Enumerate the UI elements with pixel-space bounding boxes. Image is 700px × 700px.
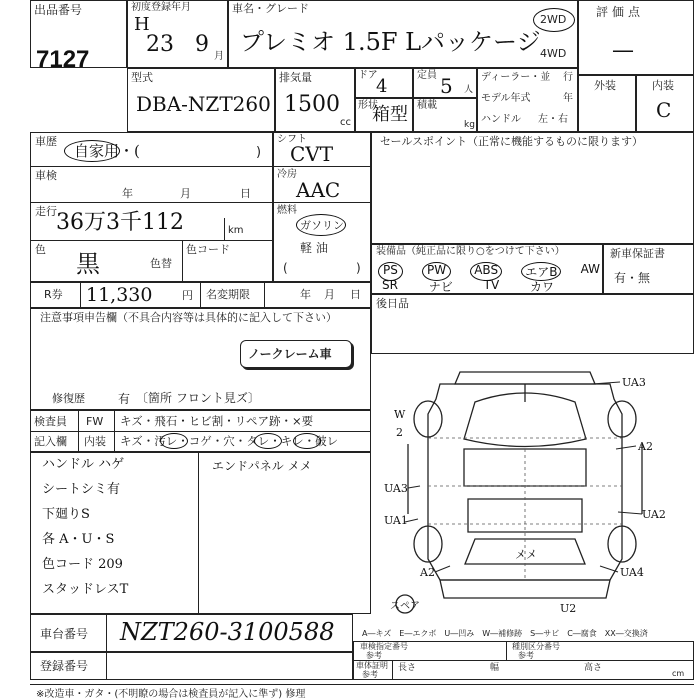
ticket-label: R券 [44, 288, 63, 301]
reg-month-unit: 月 [214, 51, 224, 62]
st-r2a2: 参考 [362, 670, 378, 679]
deadline-month: 月 [324, 288, 335, 301]
inspector-label2: 記入欄 [34, 435, 67, 448]
handle-value: 左・右 [538, 114, 568, 125]
drive-2wd: 2WD [540, 13, 567, 26]
repair-detail: 〔箇所 フロント見ズ〕 [136, 391, 260, 405]
remark-line: 下廻りS [42, 507, 90, 522]
eval-label: 評価点 [596, 5, 645, 19]
color-label: 色 [35, 243, 46, 256]
deadline-year: 年 [300, 288, 311, 301]
rear-block [371, 294, 694, 354]
remark-right-line: エンドパネル メメ [212, 459, 312, 473]
fuel-paren-close: ) [356, 261, 361, 275]
disp-unit: cc [340, 117, 351, 128]
fuel-paren-open: ( [283, 261, 288, 275]
equip-leather: カワ [529, 280, 554, 294]
chassis-value: NZT260-3100588 [120, 618, 335, 646]
type-label: 型式 [131, 71, 153, 84]
interior-value: C [656, 98, 672, 122]
cap-value: 5 [440, 74, 453, 98]
ac-value: AAC [296, 178, 341, 202]
st-r1b: 種別区分番号 [512, 642, 560, 651]
equip-tv: TV [483, 278, 500, 292]
fuel-label: 燃料 [277, 205, 297, 216]
door-value: 4 [376, 76, 388, 97]
st-r1a2: 参考 [366, 651, 382, 660]
type-value: DBA-NZT260 [136, 92, 271, 116]
private-use-circle [64, 140, 120, 162]
sales-label: セールスポイント（正常に機能するものに限ります） [380, 135, 644, 148]
repair-value: 有 [118, 392, 131, 406]
inspect-label: 車検 [35, 169, 57, 182]
color-code-label: 色コード [186, 243, 230, 256]
shift-label: シフト [277, 134, 307, 145]
mileage-value: 36万3千112 [56, 210, 184, 235]
cut-circle [293, 433, 321, 449]
deadline-label: 名変期限 [206, 288, 250, 301]
inspector-row1-head: FW [86, 415, 104, 428]
spare-label: スペア [390, 601, 420, 612]
inspector-row1: キズ・飛石・ヒビ割・リペア跡・×要 [120, 414, 314, 428]
st-r2e: cm [672, 669, 685, 678]
deadline-day: 日 [350, 288, 361, 301]
damage-legend: A―キズ E―エクボ U―凹み W―補修跡 S―サビ C―腐食 XX―交換済 [362, 629, 648, 638]
interior-label: 内装 [652, 79, 674, 92]
dmg-ua3-left: UA3 [384, 482, 408, 495]
warranty-value: 有・無 [614, 271, 651, 285]
car-outline-svg [380, 354, 694, 622]
load-label: 積載 [417, 100, 437, 111]
model-name: プレミオ 1.5F Lパッケージ [240, 28, 541, 56]
equip-sr: SR [382, 278, 398, 292]
reg-year: 23 [146, 32, 174, 57]
remark-line: 各 A・U・S [42, 532, 115, 547]
cap-unit: 人 [464, 85, 474, 95]
dmg-a2-rear-left: A2 [420, 566, 435, 579]
fuel-diesel: 軽 油 [300, 241, 328, 255]
color-change-label: 色替 [150, 257, 172, 270]
warranty-label: 新車保証書 [610, 247, 665, 260]
st-r2d: 高さ [584, 663, 603, 673]
modelyear-unit: 年 [563, 93, 573, 104]
eval-value: — [612, 38, 634, 63]
dmg-ua2: UA2 [642, 508, 666, 521]
damage-diagram [380, 354, 694, 622]
equipment-row2 [382, 278, 554, 295]
mileage-unit: km [228, 225, 244, 236]
equip-aw: AW [580, 262, 600, 276]
load-unit: kg [464, 120, 475, 130]
inspect-year: 年 [122, 187, 133, 200]
fuel-value: ガソリン [300, 219, 344, 232]
stain-circle [160, 433, 188, 449]
rear-label: 後日品 [376, 297, 409, 310]
equipment-label: 装備品（純正品に限り○をつけて下さい） [376, 246, 565, 257]
remark-line: ハンドル ハゲ [42, 457, 125, 472]
door-label: ドア [358, 70, 378, 81]
dmg-u2: U2 [560, 602, 577, 615]
lot-label: 出品番号 [34, 3, 83, 17]
remark-line: シートシミ有 [42, 482, 121, 497]
reg-label: 初度登録年月 [131, 2, 191, 13]
inspector-row2: キズ・汚レ・コゲ・穴・タレ・キレ・破レ [120, 434, 339, 448]
st-r1b2: 参考 [518, 651, 534, 660]
inspector-row2-head: 内装 [84, 435, 106, 448]
history-value: 自家用・( [74, 142, 140, 160]
dmg-w: W [394, 408, 406, 421]
st-r2a: 車体証明 [356, 661, 388, 670]
equip-airbag: エアB [521, 262, 561, 281]
equip-navi: ナビ [428, 280, 453, 294]
ac-label: 冷房 [277, 169, 297, 180]
history-label: 車歴 [35, 135, 57, 148]
modelyear-label: モデル年式 [481, 93, 531, 104]
dmg-a2-right: A2 [638, 440, 653, 453]
registration-label: 登録番号 [40, 659, 89, 673]
lot-number: 7127 [36, 46, 90, 73]
ticket-value: 11,330 [86, 284, 153, 306]
inspect-day: 日 [240, 187, 251, 200]
dmg-mm: メメ [515, 548, 537, 561]
color-value: 黒 [76, 250, 100, 278]
shift-value: CVT [290, 142, 334, 166]
shape-label: 形状 [358, 100, 378, 111]
history-close: ) [256, 145, 262, 160]
shape-value: 箱型 [372, 104, 408, 125]
repair-label: 修復歴 [52, 392, 85, 405]
sag-circle [254, 433, 282, 449]
disp-value: 1500 [284, 92, 340, 117]
dmg-ua1: UA1 [384, 514, 408, 527]
remark-line: 色コード 209 [42, 557, 123, 572]
remark-line: スタッドレスT [42, 582, 129, 597]
cap-label: 定員 [417, 70, 437, 81]
handle-label: ハンドル [481, 114, 521, 125]
inspector-label1: 検査員 [34, 415, 67, 428]
footer-text: ※改造車・ガタ・(不明瞭の場合は検査員が記入に準ず) 修理 [36, 689, 306, 700]
mileage-label: 走行 [35, 205, 57, 218]
notes-label: 注意事項申告欄（不具合内容等は具体的に記入して下さい） [40, 311, 337, 324]
reg-era: H [134, 14, 150, 35]
dmg-ua4: UA4 [620, 566, 644, 579]
disp-label: 排気量 [279, 71, 312, 84]
dealer-label: ディーラー・並 [481, 72, 551, 83]
ticket-unit: 円 [182, 289, 193, 302]
exterior-label: 外装 [594, 79, 616, 92]
chassis-label: 車台番号 [40, 627, 89, 641]
st-r2c: 幅 [490, 663, 500, 673]
dealer-mark: 行 [563, 72, 573, 83]
inspect-month: 月 [180, 187, 191, 200]
drive-4wd: 4WD [540, 47, 567, 60]
noclaim-text: ノークレーム車 [248, 347, 332, 361]
dmg-ua3-front: UA3 [622, 376, 646, 389]
equip-ps: PS [378, 262, 403, 281]
dmg-w-num: 2 [396, 426, 403, 439]
remarks-left-list [42, 458, 128, 608]
st-r2b: 長さ [398, 663, 417, 673]
st-r1a: 車検指定番号 [360, 642, 408, 651]
model-label: 車名・グレード [232, 2, 309, 15]
equip-pw: PW [422, 262, 451, 281]
equip-abs: ABS [470, 262, 502, 281]
sales-block [371, 132, 694, 244]
reg-month: 9 [195, 32, 209, 57]
